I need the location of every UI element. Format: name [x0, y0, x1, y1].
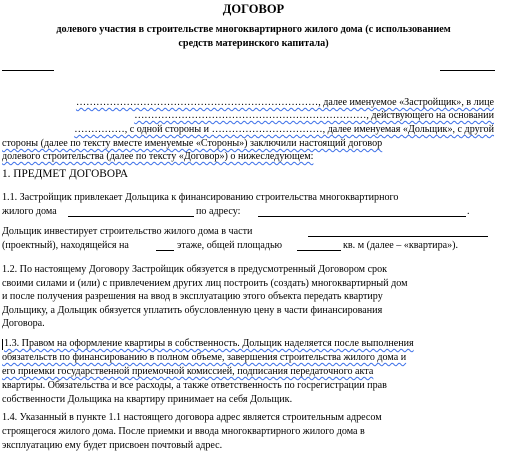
city-blank-line	[2, 70, 54, 71]
preamble-line-3: ……………, с одной стороны и ……………………………, далее именуемая «Дольщик», с другой	[74, 124, 494, 135]
paragraph-1-2-line-3: и после получения разрешения на ввод в эксплуатацию этого объекта передать квартиру	[2, 291, 383, 302]
preamble-line-5: долевого строительства (далее по тексту «Договор») о нижеследующем:	[2, 151, 314, 162]
area-blank	[297, 250, 341, 251]
paragraph-1-2-line-5: Договора.	[2, 318, 45, 329]
paragraph-1-3-line-5: собственности Дольщика на квартиру принимает на себя Дольщик.	[2, 394, 293, 405]
investor-unit-label: кв. м (далее – «квартира»).	[343, 240, 459, 251]
preamble-line-4: стороны (далее по тексту вместе именуемые «Стороны») заключили настоящий договор	[2, 138, 383, 149]
document-title: ДОГОВОР	[222, 2, 285, 16]
apartment-part-blank	[308, 236, 488, 237]
paragraph-1-4-line-1: 1.4. Указанный в пункте 1.1 настоящего договора адрес является строительным адресом	[2, 412, 382, 423]
document-subtitle-line-1: долевого участия в строительстве многоквартирного жилого дома (с использованием	[56, 24, 451, 35]
paragraph-1-3-line-1: 1.3. Правом на оформление квартиры в собственность. Дольщик наделяется после выполнения	[4, 338, 414, 349]
paragraph-1-1-address-label: по адресу:	[196, 206, 241, 217]
paragraph-1-2-line-2: своими силами и (или) с привлечением других лиц построить (создать) многоквартирный дом	[2, 278, 408, 289]
building-name-blank	[68, 216, 194, 217]
paragraph-1-1-line-1: 1.1. Застройщик привлекает Дольщика к финансированию строительства многоквартирного	[2, 192, 399, 203]
investor-line-1: Дольщик инвестирует строительство жилого дома в части	[2, 226, 253, 237]
floor-blank	[156, 250, 174, 251]
date-blank-line	[440, 70, 495, 71]
paragraph-1-4-line-3: эксплуатацию ему будет присвоен почтовый адрес.	[2, 440, 223, 451]
paragraph-1-4-line-2: строящегося жилого дома. После приемки и ввода многоквартирного жилого дома в	[2, 426, 365, 437]
paragraph-1-2-line-4: Дольщику, а Дольщик обязуется уплатить обусловленную цену в части финансирования	[2, 305, 383, 316]
preamble-line-2: ……………………………………………………………, действующего на основании	[134, 110, 494, 121]
document-subtitle-line-2: средств материнского капитала)	[178, 38, 329, 49]
investor-floor-area-label: этаже, общей площадью	[177, 240, 283, 251]
investor-line-2-start: (проектный), находящейся на	[2, 240, 129, 251]
paragraph-1-3-line-4: квартиры. Обязательства и все расходы, а также ответственность по госрегистрации прав	[2, 380, 387, 391]
section-1-heading: 1. ПРЕДМЕТ ДОГОВОРА	[2, 168, 128, 180]
text-cursor	[2, 339, 3, 350]
address-blank	[258, 216, 466, 217]
paragraph-1-1-end-dot: .	[467, 206, 470, 217]
paragraph-1-2-line-1: 1.2. По настоящему Договору Застройщик обязуется в предусмотренный Договором срок	[2, 264, 388, 275]
preamble-line-1: ………………………………………………………………, далее именуемое «Застройщик», в лице	[75, 97, 494, 108]
paragraph-1-1-line-2-start: жилого дома	[2, 206, 57, 217]
paragraph-1-3-line-3: его приемки государственной приемочной комиссией, подписания передаточного акта	[2, 366, 374, 377]
paragraph-1-3-line-2: обязательств по финансированию в полном объеме, завершения строительства жилого дома и	[2, 352, 407, 363]
